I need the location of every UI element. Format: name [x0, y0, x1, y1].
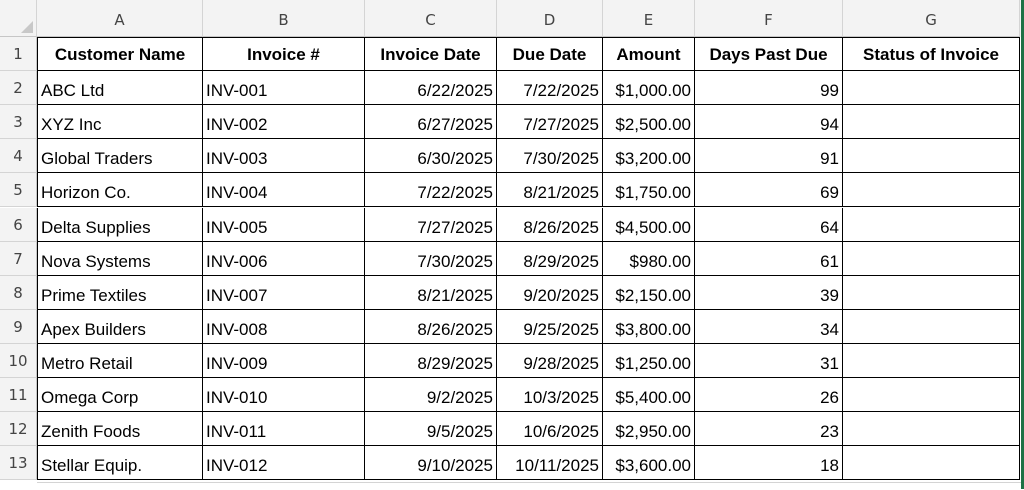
table-cell[interactable]: 6/27/2025	[365, 105, 497, 139]
table-cell[interactable]: 6/30/2025	[365, 139, 497, 173]
table-cell[interactable]: Stellar Equip.	[37, 446, 203, 480]
column-header-f[interactable]: F	[695, 0, 843, 37]
row-number: 13	[8, 454, 28, 473]
table-cell[interactable]	[843, 344, 1020, 378]
table-cell[interactable]: $1,750.00	[603, 173, 695, 207]
row-number: 12	[8, 420, 28, 439]
table-cell[interactable]: $3,800.00	[603, 310, 695, 344]
row-number: 2	[13, 79, 23, 98]
table-cell[interactable]: XYZ Inc	[37, 105, 203, 139]
table-cell[interactable]: $4,500.00	[603, 208, 695, 242]
table-cell[interactable]: 9/28/2025	[497, 344, 603, 378]
table-cell[interactable]: INV-001	[203, 71, 365, 105]
table-cell[interactable]: 7/22/2025	[497, 71, 603, 105]
table-cell[interactable]: INV-006	[203, 242, 365, 276]
row-header-11[interactable]	[0, 378, 37, 412]
table-cell[interactable]: 39	[695, 276, 843, 310]
table-cell[interactable]: INV-012	[203, 446, 365, 480]
row-header-7[interactable]	[0, 242, 37, 276]
table-cell[interactable]: 94	[695, 105, 843, 139]
header-cell[interactable]: Days Past Due	[695, 37, 843, 71]
table-cell[interactable]: 10/11/2025	[497, 446, 603, 480]
table-cell[interactable]: Nova Systems	[37, 242, 203, 276]
table-cell[interactable]: 26	[695, 378, 843, 412]
table-cell[interactable]: Metro Retail	[37, 344, 203, 378]
row-number: 6	[13, 215, 23, 234]
table-cell[interactable]	[843, 242, 1020, 276]
table-cell[interactable]: 99	[695, 71, 843, 105]
column-header-b[interactable]: B	[203, 0, 365, 37]
table-cell[interactable]: 7/27/2025	[365, 208, 497, 242]
header-cell[interactable]: Status of Invoice	[843, 37, 1020, 71]
table-cell[interactable]: INV-010	[203, 378, 365, 412]
table-cell[interactable]: 10/3/2025	[497, 378, 603, 412]
table-cell[interactable]: 6/22/2025	[365, 71, 497, 105]
table-cell[interactable]	[843, 173, 1020, 207]
row-header-5[interactable]	[0, 173, 37, 207]
table-cell[interactable]: 8/29/2025	[365, 344, 497, 378]
row-header-2[interactable]	[0, 71, 37, 105]
table-cell[interactable]: 9/5/2025	[365, 412, 497, 446]
table-cell[interactable]: $1,250.00	[603, 344, 695, 378]
row-header-1[interactable]	[0, 37, 37, 71]
table-cell[interactable]: INV-005	[203, 208, 365, 242]
table-cell[interactable]	[843, 446, 1020, 480]
column-header-c[interactable]: C	[365, 0, 497, 37]
row-header-6[interactable]	[0, 208, 37, 242]
table-cell[interactable]: $1,000.00	[603, 71, 695, 105]
select-all-corner[interactable]	[0, 0, 37, 37]
row-header-9[interactable]	[0, 310, 37, 344]
row-number: 11	[8, 386, 28, 404]
table-cell[interactable]: 8/21/2025	[365, 276, 497, 310]
row-number: 7	[13, 249, 23, 268]
row-header-8[interactable]	[0, 276, 37, 310]
table-cell[interactable]	[843, 276, 1020, 310]
table-cell[interactable]: Zenith Foods	[37, 412, 203, 446]
row-header-13[interactable]	[0, 446, 37, 480]
table-cell[interactable]: 7/22/2025	[365, 173, 497, 207]
column-header-e[interactable]: E	[603, 0, 695, 37]
table-cell[interactable]: INV-008	[203, 310, 365, 344]
table-cell[interactable]: Omega Corp	[37, 378, 203, 412]
table-cell[interactable]: INV-011	[203, 412, 365, 446]
row-header-4[interactable]	[0, 139, 37, 173]
table-cell[interactable]: 18	[695, 446, 843, 480]
header-cell[interactable]: Amount	[603, 37, 695, 71]
table-cell[interactable]: $980.00	[603, 242, 695, 276]
table-cell[interactable]: 8/29/2025	[497, 242, 603, 276]
row-number: 9	[13, 317, 23, 336]
table-cell[interactable]: 91	[695, 139, 843, 173]
table-cell[interactable]: Apex Builders	[37, 310, 203, 344]
table-cell[interactable]	[843, 310, 1020, 344]
table-cell[interactable]: Global Traders	[37, 139, 203, 173]
table-cell[interactable]: Delta Supplies	[37, 208, 203, 242]
table-cell[interactable]: $2,150.00	[603, 276, 695, 310]
row-header-3[interactable]	[0, 105, 37, 139]
column-header-a[interactable]: A	[37, 0, 203, 37]
header-cell[interactable]: Invoice #	[203, 37, 365, 71]
row-number: 1	[13, 45, 23, 63]
table-cell[interactable]	[843, 105, 1020, 139]
table-cell[interactable]: INV-002	[203, 105, 365, 139]
table-cell[interactable]: $2,950.00	[603, 412, 695, 446]
row-number: 5	[13, 181, 23, 200]
table-cell[interactable]: INV-007	[203, 276, 365, 310]
row-number: 8	[13, 283, 23, 302]
table-cell[interactable]: 9/25/2025	[497, 310, 603, 344]
header-cell[interactable]: Customer Name	[37, 37, 203, 71]
table-cell[interactable]: Horizon Co.	[37, 173, 203, 207]
table-cell[interactable]: 10/6/2025	[497, 412, 603, 446]
table-cell[interactable]: 9/2/2025	[365, 378, 497, 412]
table-cell[interactable]: INV-004	[203, 173, 365, 207]
table-cell[interactable]: 7/30/2025	[365, 242, 497, 276]
row-header-12[interactable]	[0, 412, 37, 446]
table-cell[interactable]	[843, 71, 1020, 105]
table-cell[interactable]	[843, 139, 1020, 173]
table-cell[interactable]: Prime Textiles	[37, 276, 203, 310]
table-cell[interactable]: 8/21/2025	[497, 173, 603, 207]
column-header-g[interactable]: G	[843, 0, 1020, 37]
column-header-d[interactable]: D	[497, 0, 603, 37]
table-cell[interactable]: 34	[695, 310, 843, 344]
header-cell[interactable]: Due Date	[497, 37, 603, 71]
row-number: 10	[8, 351, 28, 370]
table-cell[interactable]: 7/27/2025	[497, 105, 603, 139]
table-cell[interactable]: 8/26/2025	[365, 310, 497, 344]
table-cell[interactable]: 9/10/2025	[365, 446, 497, 480]
table-cell[interactable]	[843, 412, 1020, 446]
row-header-10[interactable]	[0, 344, 37, 378]
table-cell[interactable]: $2,500.00	[603, 105, 695, 139]
table-cell[interactable]	[843, 378, 1020, 412]
select-all-triangle-icon	[21, 21, 33, 33]
row-number: 3	[13, 113, 23, 132]
table-cell[interactable]: $3,600.00	[603, 446, 695, 480]
table-cell[interactable]: INV-003	[203, 139, 365, 173]
table-cell[interactable]: ABC Ltd	[37, 71, 203, 105]
table-cell[interactable]: 8/26/2025	[497, 208, 603, 242]
table-cell[interactable]	[843, 208, 1020, 242]
table-cell[interactable]: INV-009	[203, 344, 365, 378]
table-cell[interactable]: 23	[695, 412, 843, 446]
table-cell[interactable]: 31	[695, 344, 843, 378]
table-cell[interactable]: 9/20/2025	[497, 276, 603, 310]
table-cell[interactable]: 61	[695, 242, 843, 276]
table-cell[interactable]: 64	[695, 208, 843, 242]
table-cell[interactable]: 69	[695, 173, 843, 207]
row-number: 4	[13, 147, 23, 166]
table-cell[interactable]: 7/30/2025	[497, 139, 603, 173]
table-cell[interactable]: $5,400.00	[603, 378, 695, 412]
table-cell[interactable]: $3,200.00	[603, 139, 695, 173]
header-cell[interactable]: Invoice Date	[365, 37, 497, 71]
